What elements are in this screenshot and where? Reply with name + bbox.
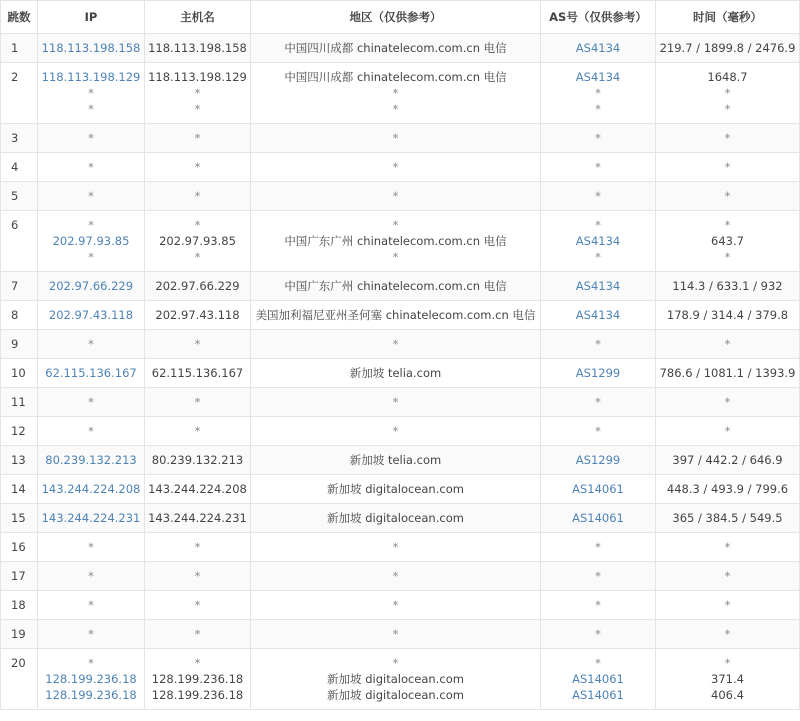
timeout-marker: *	[724, 656, 731, 670]
ip-cell	[38, 301, 145, 330]
timeout-marker: *	[724, 189, 731, 203]
timeout-marker: *	[392, 569, 399, 583]
region-cell	[251, 475, 541, 504]
time-text: 365 / 384.5 / 549.5	[672, 511, 783, 525]
header-time: 时间（毫秒）	[656, 1, 800, 34]
hop-cell: 10	[1, 359, 38, 388]
hostname-text: 202.97.93.85	[159, 234, 236, 248]
time-cell	[656, 620, 800, 649]
timeout-marker: *	[88, 424, 94, 438]
hop-cell: 5	[1, 182, 38, 211]
timeout-marker: *	[194, 627, 201, 641]
ip-link[interactable]: 118.113.198.129	[41, 70, 141, 84]
hostname-cell	[145, 620, 251, 649]
region-text: 美国加利福尼亚州圣何塞 chinatelecom.com.cn 电信	[255, 308, 536, 322]
time-text: 397 / 442.2 / 646.9	[672, 453, 783, 467]
timeout-marker: *	[724, 598, 731, 612]
as-cell	[541, 475, 656, 504]
hostname-cell	[145, 475, 251, 504]
hostname-cell	[145, 533, 251, 562]
as-cell	[541, 272, 656, 301]
table-row	[1, 504, 800, 533]
hostname-text: 202.97.66.229	[155, 279, 240, 293]
region-text: 中国四川成都 chinatelecom.com.cn 电信	[284, 41, 507, 55]
as-cell	[541, 301, 656, 330]
table-row	[1, 388, 800, 417]
timeout-marker: *	[88, 569, 94, 583]
table-row	[1, 533, 800, 562]
as-cell	[541, 533, 656, 562]
hop-cell: 6	[1, 211, 38, 272]
hostname-cell	[145, 63, 251, 124]
timeout-marker: *	[392, 102, 399, 116]
as-cell	[541, 153, 656, 182]
timeout-marker: *	[194, 395, 201, 409]
hostname-text: 80.239.132.213	[151, 453, 244, 467]
as-link[interactable]: AS14061	[572, 511, 624, 525]
ip-cell	[38, 417, 145, 446]
timeout-marker: *	[724, 337, 731, 351]
ip-link[interactable]: 118.113.198.158	[41, 41, 141, 55]
region-text: 中国四川成都 chinatelecom.com.cn 电信	[284, 70, 507, 84]
time-cell	[656, 562, 800, 591]
region-cell	[251, 330, 541, 359]
timeout-marker: *	[88, 395, 94, 409]
hostname-text: 118.113.198.129	[148, 70, 247, 84]
timeout-marker: *	[595, 131, 601, 145]
table-row	[1, 63, 800, 124]
hop-cell: 11	[1, 388, 38, 417]
hostname-text: 143.244.224.208	[148, 482, 247, 496]
time-cell	[656, 475, 800, 504]
ip-cell	[38, 562, 145, 591]
table-row	[1, 649, 800, 710]
ip-cell	[38, 475, 145, 504]
timeout-marker: *	[194, 337, 201, 351]
timeout-marker: *	[595, 424, 601, 438]
region-cell	[251, 533, 541, 562]
as-cell	[541, 504, 656, 533]
hostname-text: 202.97.43.118	[155, 308, 240, 322]
as-cell	[541, 63, 656, 124]
timeout-marker: *	[392, 189, 399, 203]
hostname-cell	[145, 153, 251, 182]
time-cell	[656, 649, 800, 710]
timeout-marker: *	[392, 218, 399, 232]
timeout-marker: *	[595, 598, 601, 612]
timeout-marker: *	[88, 250, 94, 264]
timeout-marker: *	[392, 337, 399, 351]
timeout-marker: *	[724, 86, 731, 100]
hostname-cell	[145, 124, 251, 153]
hop-cell: 14	[1, 475, 38, 504]
table-row	[1, 124, 800, 153]
ip-cell	[38, 649, 145, 710]
hop-cell: 4	[1, 153, 38, 182]
ip-link[interactable]: 202.97.93.85	[52, 234, 130, 248]
timeout-marker: *	[595, 160, 601, 174]
ip-cell	[38, 272, 145, 301]
time-text: 406.4	[711, 688, 744, 702]
timeout-marker: *	[88, 598, 94, 612]
timeout-marker: *	[724, 218, 731, 232]
timeout-marker: *	[392, 86, 399, 100]
hop-cell: 3	[1, 124, 38, 153]
as-cell	[541, 620, 656, 649]
time-cell	[656, 504, 800, 533]
hop-cell: 20	[1, 649, 38, 710]
hop-cell: 18	[1, 591, 38, 620]
table-row	[1, 417, 800, 446]
timeout-marker: *	[194, 218, 201, 232]
header-ip: IP	[38, 1, 145, 34]
hostname-cell	[145, 34, 251, 63]
region-cell	[251, 359, 541, 388]
ip-link[interactable]: 143.244.224.208	[41, 482, 141, 496]
time-text: 448.3 / 493.9 / 799.6	[666, 482, 789, 496]
table-row	[1, 272, 800, 301]
timeout-marker: *	[724, 160, 731, 174]
region-cell	[251, 124, 541, 153]
time-cell	[656, 446, 800, 475]
time-text: 1648.7	[707, 70, 748, 84]
ip-cell	[38, 359, 145, 388]
hostname-cell	[145, 211, 251, 272]
ip-cell	[38, 533, 145, 562]
ip-cell	[38, 504, 145, 533]
timeout-marker: *	[595, 86, 601, 100]
hostname-text: 118.113.198.158	[148, 41, 247, 55]
table-row	[1, 153, 800, 182]
ip-cell	[38, 124, 145, 153]
timeout-marker: *	[194, 656, 201, 670]
timeout-marker: *	[88, 540, 94, 554]
time-cell	[656, 63, 800, 124]
hop-cell: 19	[1, 620, 38, 649]
region-cell	[251, 272, 541, 301]
hostname-text: 143.244.224.231	[148, 511, 247, 525]
as-cell	[541, 359, 656, 388]
timeout-marker: *	[88, 189, 94, 203]
timeout-marker: *	[724, 627, 731, 641]
region-text: 新加坡 digitalocean.com	[327, 511, 464, 525]
timeout-marker: *	[194, 250, 201, 264]
hostname-cell	[145, 301, 251, 330]
time-cell	[656, 34, 800, 63]
timeout-marker: *	[88, 160, 94, 174]
timeout-marker: *	[194, 102, 201, 116]
time-text: 114.3 / 633.1 / 932	[672, 279, 783, 293]
time-text: 786.6 / 1081.1 / 1393.9	[659, 366, 796, 380]
table-row	[1, 591, 800, 620]
timeout-marker: *	[595, 250, 601, 264]
region-text: 新加坡 digitalocean.com	[327, 672, 464, 686]
ip-cell	[38, 388, 145, 417]
timeout-marker: *	[88, 102, 94, 116]
region-cell	[251, 591, 541, 620]
timeout-marker: *	[194, 189, 201, 203]
table-row	[1, 34, 800, 63]
hostname-cell	[145, 504, 251, 533]
timeout-marker: *	[392, 598, 399, 612]
as-link[interactable]: AS4134	[575, 234, 621, 248]
header-as: AS号（仅供参考）	[541, 1, 656, 34]
timeout-marker: *	[724, 131, 731, 145]
region-text: 新加坡 telia.com	[349, 366, 442, 380]
region-cell	[251, 211, 541, 272]
timeout-marker: *	[392, 627, 399, 641]
ip-link[interactable]: 202.97.66.229	[48, 279, 134, 293]
timeout-marker: *	[392, 424, 399, 438]
timeout-marker: *	[194, 540, 201, 554]
timeout-marker: *	[724, 395, 731, 409]
table-row	[1, 330, 800, 359]
hostname-cell	[145, 359, 251, 388]
time-text: 178.9 / 314.4 / 379.8	[666, 308, 789, 322]
as-cell	[541, 649, 656, 710]
ip-link[interactable]: 202.97.43.118	[48, 308, 134, 322]
region-cell	[251, 504, 541, 533]
timeout-marker: *	[88, 627, 94, 641]
region-cell	[251, 63, 541, 124]
timeout-marker: *	[724, 424, 731, 438]
ip-cell	[38, 63, 145, 124]
as-cell	[541, 330, 656, 359]
hostname-cell	[145, 388, 251, 417]
region-cell	[251, 388, 541, 417]
timeout-marker: *	[724, 540, 731, 554]
ip-cell	[38, 182, 145, 211]
header-hostname: 主机名	[145, 1, 251, 34]
time-text: 643.7	[711, 234, 744, 248]
as-link[interactable]: AS4134	[575, 70, 621, 84]
as-link[interactable]: AS14061	[572, 672, 624, 686]
timeout-marker: *	[595, 395, 601, 409]
ip-link[interactable]: 62.115.136.167	[45, 366, 137, 380]
table-header	[1, 1, 800, 34]
timeout-marker: *	[194, 424, 201, 438]
region-text: 中国广东广州 chinatelecom.com.cn 电信	[284, 234, 507, 248]
timeout-marker: *	[595, 102, 601, 116]
timeout-marker: *	[88, 337, 94, 351]
timeout-marker: *	[194, 131, 201, 145]
as-link[interactable]: AS4134	[575, 308, 621, 322]
ip-cell	[38, 620, 145, 649]
table-row	[1, 562, 800, 591]
ip-cell	[38, 446, 145, 475]
timeout-marker: *	[595, 189, 601, 203]
region-cell	[251, 562, 541, 591]
ip-link[interactable]: 128.199.236.18	[45, 688, 137, 702]
hostname-cell	[145, 330, 251, 359]
hop-cell: 1	[1, 34, 38, 63]
hostname-cell	[145, 182, 251, 211]
hop-cell: 17	[1, 562, 38, 591]
hop-cell: 12	[1, 417, 38, 446]
region-cell	[251, 446, 541, 475]
region-cell	[251, 153, 541, 182]
hostname-cell	[145, 417, 251, 446]
as-cell	[541, 417, 656, 446]
region-cell	[251, 620, 541, 649]
as-link[interactable]: AS4134	[575, 279, 621, 293]
hop-cell: 15	[1, 504, 38, 533]
timeout-marker: *	[595, 569, 601, 583]
time-cell	[656, 301, 800, 330]
as-cell	[541, 182, 656, 211]
timeout-marker: *	[194, 598, 201, 612]
hostname-cell	[145, 272, 251, 301]
ip-cell	[38, 34, 145, 63]
as-link[interactable]: AS14061	[572, 482, 624, 496]
time-cell	[656, 124, 800, 153]
ip-link[interactable]: 128.199.236.18	[45, 672, 137, 686]
as-cell	[541, 124, 656, 153]
hostname-text: 128.199.236.18	[151, 688, 244, 702]
time-text: 219.7 / 1899.8 / 2476.9	[659, 41, 796, 55]
timeout-marker: *	[392, 250, 399, 264]
table-row	[1, 446, 800, 475]
as-cell	[541, 446, 656, 475]
hop-cell: 7	[1, 272, 38, 301]
time-cell	[656, 153, 800, 182]
time-text: 371.4	[711, 672, 744, 686]
timeout-marker: *	[392, 540, 399, 554]
timeout-marker: *	[724, 569, 731, 583]
timeout-marker: *	[88, 218, 94, 232]
timeout-marker: *	[392, 160, 399, 174]
region-text: 新加坡 digitalocean.com	[327, 688, 464, 702]
timeout-marker: *	[595, 656, 601, 670]
timeout-marker: *	[392, 656, 399, 670]
timeout-marker: *	[392, 131, 399, 145]
header-region: 地区（仅供参考）	[251, 1, 541, 34]
time-cell	[656, 211, 800, 272]
timeout-marker: *	[724, 250, 731, 264]
region-cell	[251, 417, 541, 446]
hostname-cell	[145, 446, 251, 475]
region-cell	[251, 34, 541, 63]
table-row	[1, 475, 800, 504]
table-row	[1, 301, 800, 330]
as-cell	[541, 34, 656, 63]
region-cell	[251, 649, 541, 710]
timeout-marker: *	[595, 627, 601, 641]
time-cell	[656, 182, 800, 211]
hop-cell: 13	[1, 446, 38, 475]
hostname-cell	[145, 591, 251, 620]
hop-cell: 16	[1, 533, 38, 562]
hop-cell: 9	[1, 330, 38, 359]
time-cell	[656, 388, 800, 417]
hop-cell: 2	[1, 63, 38, 124]
timeout-marker: *	[595, 540, 601, 554]
ip-cell	[38, 211, 145, 272]
region-text: 新加坡 digitalocean.com	[327, 482, 464, 496]
table-row	[1, 620, 800, 649]
timeout-marker: *	[88, 86, 94, 100]
timeout-marker: *	[595, 337, 601, 351]
timeout-marker: *	[194, 569, 201, 583]
as-link[interactable]: AS1299	[575, 453, 621, 467]
region-cell	[251, 182, 541, 211]
hostname-text: 62.115.136.167	[151, 366, 244, 380]
time-cell	[656, 417, 800, 446]
region-text: 中国广东广州 chinatelecom.com.cn 电信	[284, 279, 507, 293]
timeout-marker: *	[724, 102, 731, 116]
ip-cell	[38, 591, 145, 620]
table-row	[1, 359, 800, 388]
time-cell	[656, 359, 800, 388]
time-cell	[656, 272, 800, 301]
header-hop: 跳数	[1, 1, 38, 34]
as-link[interactable]: AS4134	[575, 41, 621, 55]
time-cell	[656, 591, 800, 620]
hostname-cell	[145, 649, 251, 710]
as-cell	[541, 562, 656, 591]
hop-cell: 8	[1, 301, 38, 330]
as-cell	[541, 388, 656, 417]
timeout-marker: *	[595, 218, 601, 232]
region-text: 新加坡 telia.com	[349, 453, 442, 467]
as-cell	[541, 211, 656, 272]
table-row	[1, 211, 800, 272]
hostname-text: 128.199.236.18	[151, 672, 244, 686]
ip-cell	[38, 330, 145, 359]
time-cell	[656, 330, 800, 359]
ip-link[interactable]: 80.239.132.213	[45, 453, 137, 467]
timeout-marker: *	[194, 86, 201, 100]
table-row	[1, 182, 800, 211]
ip-link[interactable]: 143.244.224.231	[41, 511, 141, 525]
time-cell	[656, 533, 800, 562]
timeout-marker: *	[392, 395, 399, 409]
timeout-marker: *	[88, 656, 94, 670]
ip-cell	[38, 153, 145, 182]
as-link[interactable]: AS14061	[572, 688, 624, 702]
hostname-cell	[145, 562, 251, 591]
timeout-marker: *	[88, 131, 94, 145]
timeout-marker: *	[194, 160, 201, 174]
as-cell	[541, 591, 656, 620]
as-link[interactable]: AS1299	[575, 366, 621, 380]
region-cell	[251, 301, 541, 330]
